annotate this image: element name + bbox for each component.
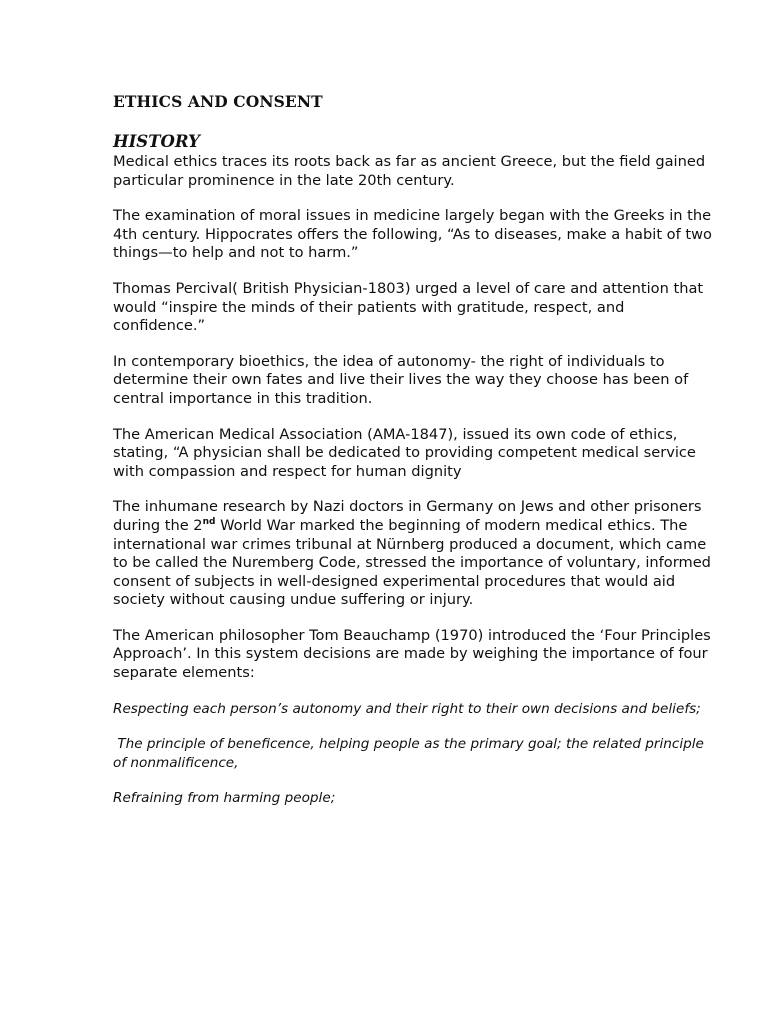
principle-nonmaleficence: Refraining from harming people; bbox=[113, 790, 336, 807]
paragraph-ama: The American Medical Association (AMA-1847), issued its own code of ethics, stating, “A physician shall be dedicated to providing competent medical service with compassion and respect for human dignity bbox=[113, 425, 696, 480]
paragraph-nuremberg-rest: World War marked the beginning of modern medical ethics. The international war crimes tribunal at Nürnberg produced a document, which came to be called the Nuremberg Code, stressed the importance of voluntary, informed consent of subjects in well-designed experimental procedures that would aid society without causing undue suffering or injury. bbox=[113, 516, 711, 609]
ordinal-superscript: nd bbox=[202, 517, 216, 528]
paragraph-autonomy: In contemporary bioethics, the idea of autonomy- the right of individuals to determine their own fates and live their lives the way they choose has been of central importance in this tradition. bbox=[113, 352, 689, 407]
document-title: ETHICS AND CONSENT bbox=[113, 92, 323, 111]
paragraph-four-principles: The American philosopher Tom Beauchamp (1970) introduced the ‘Four Principles Approach’. In this system decisions are made by weighing the importance of four separate elements: bbox=[113, 626, 711, 682]
paragraph-percival: Thomas Percival( British Physician-1803) urged a level of care and attention that would “inspire the minds of their patients with gratitude, respect, and confidence.” bbox=[113, 279, 704, 335]
principle-autonomy: Respecting each person’s autonomy and their right to their own decisions and beliefs; bbox=[113, 700, 701, 717]
document-body bbox=[113, 92, 719, 808]
principle-beneficence: The principle of beneficence, helping people as the primary goal; the related principle of nonmalificence, bbox=[113, 736, 709, 771]
paragraph-greece-origins: Medical ethics traces its roots back as far as ancient Greece, but the field gained particular prominence in the late 20th century. bbox=[113, 153, 706, 189]
paragraph-hippocrates: The examination of moral issues in medicine largely began with the Greeks in the 4th century. Hippocrates offers the following, “As to diseases, make a habit of two things—to help and not to harm.” bbox=[113, 207, 712, 262]
paragraph-nuremberg-start: The inhumane research by Nazi doctors in Germany on Jews and other prisoners during the 2 bbox=[113, 498, 702, 534]
section-heading-history: HISTORY bbox=[113, 132, 200, 151]
paragraph-nuremberg bbox=[113, 498, 719, 610]
